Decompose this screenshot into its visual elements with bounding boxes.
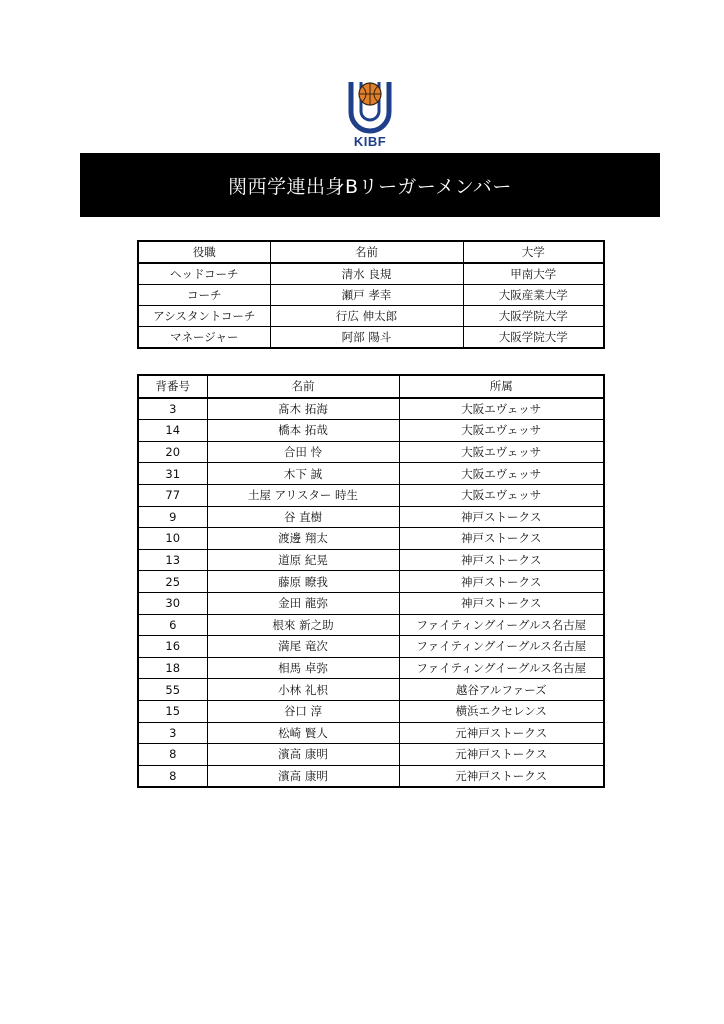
player-cell: 18 xyxy=(138,657,207,679)
staff-cell: 甲南大学 xyxy=(463,263,604,285)
player-cell: 77 xyxy=(138,484,207,506)
player-cell: 15 xyxy=(138,700,207,722)
player-cell: 横浜エクセレンス xyxy=(399,700,604,722)
player-row xyxy=(138,441,604,463)
player-row xyxy=(138,657,604,679)
player-cell: 神戸ストークス xyxy=(399,549,604,571)
logo-text: KIBF xyxy=(353,134,387,149)
player-cell: 谷口 淳 xyxy=(207,700,399,722)
staff-cell: 行広 伸太郎 xyxy=(270,306,463,327)
player-cell: 14 xyxy=(138,420,207,442)
player-cell: 谷 直樹 xyxy=(207,506,399,528)
staff-row xyxy=(138,306,604,327)
player-row xyxy=(138,679,604,701)
player-row xyxy=(138,636,604,658)
player-cell: 藤原 瞭我 xyxy=(207,571,399,593)
staff-cell: 大阪学院大学 xyxy=(463,306,604,327)
staff-cell: ヘッドコーチ xyxy=(138,263,270,285)
staff-cell: 清水 良規 xyxy=(270,263,463,285)
player-cell: 小林 礼枳 xyxy=(207,679,399,701)
player-row xyxy=(138,549,604,571)
player-row xyxy=(138,506,604,528)
player-cell: 橋本 拓哉 xyxy=(207,420,399,442)
staff-cell: 大阪学院大学 xyxy=(463,327,604,349)
player-row xyxy=(138,765,604,787)
player-header-cell: 名前 xyxy=(207,375,399,398)
page-title: 関西学連出身Bリーガーメンバー xyxy=(80,153,660,217)
player-cell: 31 xyxy=(138,463,207,485)
player-row xyxy=(138,614,604,636)
player-row xyxy=(138,592,604,614)
player-row xyxy=(138,700,604,722)
player-cell: 3 xyxy=(138,398,207,420)
player-cell: 大阪エヴェッサ xyxy=(399,484,604,506)
player-cell: 松崎 賢人 xyxy=(207,722,399,744)
players-table-header xyxy=(138,375,604,398)
player-row xyxy=(138,398,604,420)
basketball-u-icon xyxy=(345,78,395,134)
player-cell: 濱高 康明 xyxy=(207,765,399,787)
player-cell: 大阪エヴェッサ xyxy=(399,398,604,420)
player-cell: 道原 紀晃 xyxy=(207,549,399,571)
player-cell: 神戸ストークス xyxy=(399,506,604,528)
player-cell: 木下 誠 xyxy=(207,463,399,485)
staff-header-cell: 役職 xyxy=(138,241,270,263)
staff-table xyxy=(137,240,605,349)
player-cell: 渡邊 翔太 xyxy=(207,528,399,550)
staff-cell: マネージャー xyxy=(138,327,270,349)
player-cell: 13 xyxy=(138,549,207,571)
staff-cell: 瀬戸 孝幸 xyxy=(270,285,463,306)
player-cell: 元神戸ストークス xyxy=(399,744,604,766)
players-table xyxy=(137,374,605,788)
player-cell: 30 xyxy=(138,592,207,614)
player-cell: 20 xyxy=(138,441,207,463)
staff-row xyxy=(138,327,604,349)
player-cell: 大阪エヴェッサ xyxy=(399,441,604,463)
player-cell: 合田 怜 xyxy=(207,441,399,463)
player-cell: 髙木 拓海 xyxy=(207,398,399,420)
player-row xyxy=(138,484,604,506)
player-cell: 満尾 竜次 xyxy=(207,636,399,658)
player-cell: 大阪エヴェッサ xyxy=(399,463,604,485)
player-row xyxy=(138,420,604,442)
player-cell: 神戸ストークス xyxy=(399,528,604,550)
player-cell: 16 xyxy=(138,636,207,658)
player-row xyxy=(138,571,604,593)
player-cell: 越谷アルファーズ xyxy=(399,679,604,701)
player-cell: 土屋 アリスター 時生 xyxy=(207,484,399,506)
player-row xyxy=(138,744,604,766)
player-cell: 元神戸ストークス xyxy=(399,765,604,787)
kibf-logo xyxy=(345,78,395,150)
player-cell: 3 xyxy=(138,722,207,744)
player-row xyxy=(138,463,604,485)
staff-row xyxy=(138,263,604,285)
staff-row xyxy=(138,285,604,306)
staff-cell: 大阪産業大学 xyxy=(463,285,604,306)
player-cell: 8 xyxy=(138,744,207,766)
player-row xyxy=(138,528,604,550)
player-header-cell: 所属 xyxy=(399,375,604,398)
player-cell: 25 xyxy=(138,571,207,593)
player-cell: ファイティングイーグルス名古屋 xyxy=(399,657,604,679)
player-cell: 9 xyxy=(138,506,207,528)
player-cell: 大阪エヴェッサ xyxy=(399,420,604,442)
player-cell: 元神戸ストークス xyxy=(399,722,604,744)
player-cell: 神戸ストークス xyxy=(399,592,604,614)
player-cell: ファイティングイーグルス名古屋 xyxy=(399,636,604,658)
player-cell: 神戸ストークス xyxy=(399,571,604,593)
player-cell: ファイティングイーグルス名古屋 xyxy=(399,614,604,636)
staff-cell: アシスタントコーチ xyxy=(138,306,270,327)
player-cell: 8 xyxy=(138,765,207,787)
player-row xyxy=(138,722,604,744)
player-cell: 相馬 卓弥 xyxy=(207,657,399,679)
staff-cell: 阿部 陽斗 xyxy=(270,327,463,349)
player-cell: 根來 新之助 xyxy=(207,614,399,636)
player-header-cell: 背番号 xyxy=(138,375,207,398)
staff-header-cell: 大学 xyxy=(463,241,604,263)
staff-cell: コーチ xyxy=(138,285,270,306)
player-cell: 金田 龍弥 xyxy=(207,592,399,614)
staff-table-header xyxy=(138,241,604,263)
player-cell: 55 xyxy=(138,679,207,701)
player-cell: 10 xyxy=(138,528,207,550)
player-cell: 6 xyxy=(138,614,207,636)
player-cell: 濱高 康明 xyxy=(207,744,399,766)
staff-header-cell: 名前 xyxy=(270,241,463,263)
